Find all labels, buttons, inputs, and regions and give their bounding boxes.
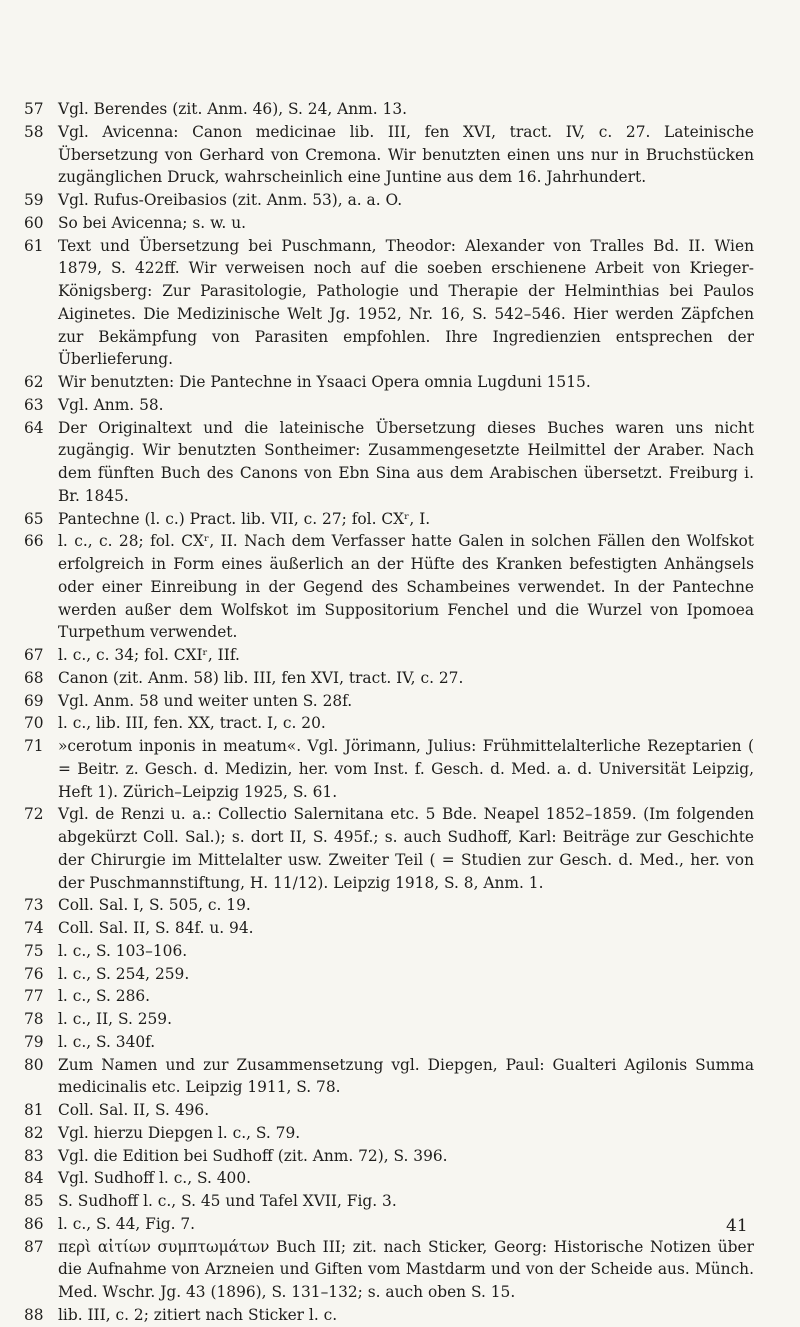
endnote-number: 64 bbox=[24, 418, 44, 437]
endnote-text: Der Originaltext und die lateinische Übersetzung dieses Buches waren uns nicht zugängig. Wir benutzten Sontheimer: Zusammengesetzte Heilmittel der Araber. Nach dem fünften Buch des Canons von Ebn Sina aus dem Arabischen übersetzt. Freiburg i. Br. 1845. bbox=[58, 418, 754, 505]
endnote-number: 77 bbox=[24, 987, 44, 1006]
endnote-number: 87 bbox=[24, 1237, 44, 1256]
endnote-number: 59 bbox=[24, 191, 44, 209]
endnote-text: S. Sudhoff l. c., S. 45 und Tafel XVII, Fig. 3. bbox=[58, 1192, 397, 1210]
endnote-65 bbox=[24, 508, 754, 531]
endnote-text: l. c., S. 286. bbox=[58, 987, 151, 1006]
endnote-79 bbox=[24, 1031, 754, 1054]
endnote-text: Vgl. hierzu Diepgen l. c., S. 79. bbox=[58, 1123, 301, 1142]
endnote-number: 62 bbox=[24, 373, 44, 391]
endnote-number: 68 bbox=[24, 668, 44, 687]
endnote-84 bbox=[24, 1167, 754, 1190]
endnote-66 bbox=[24, 530, 754, 644]
page-number: 41 bbox=[726, 1216, 748, 1236]
endnote-88 bbox=[24, 1304, 754, 1327]
endnote-58 bbox=[24, 121, 754, 189]
endnote-number: 60 bbox=[24, 213, 44, 232]
endnote-81 bbox=[24, 1099, 754, 1122]
endnote-text: »cerotum inponis in meatum«. Vgl. Jörimann, Julius: Frühmittelalterliche Rezeptarien ( = Beitr. z. Gesch. d. Medizin, her. vom Inst. f. Gesch. d. Med. a. d. Universität Leipzig, Heft 1). Zürich–Leipzig 1925, S. 61. bbox=[58, 737, 754, 801]
endnote-text: l. c., S. 254, 259. bbox=[58, 964, 190, 983]
endnote-text: l. c., S. 103–106. bbox=[58, 941, 188, 960]
endnote-text: Vgl. Anm. 58. bbox=[58, 395, 164, 414]
endnote-57 bbox=[24, 98, 754, 121]
endnote-number: 74 bbox=[24, 919, 44, 937]
endnote-text: l. c., S. 44, Fig. 7. bbox=[58, 1214, 196, 1233]
endnote-78 bbox=[24, 1008, 754, 1031]
endnotes-list bbox=[24, 98, 754, 1327]
endnote-text: Canon (zit. Anm. 58) lib. III, fen XVI, tract. IV, c. 27. bbox=[58, 668, 464, 687]
endnote-72 bbox=[24, 803, 754, 894]
endnote-86 bbox=[24, 1213, 754, 1236]
endnote-text: l. c., c. 28; fol. CXʳ, II. Nach dem Verfasser hatte Galen in solchen Fällen den Wolfskot erfolgreich in Form eines äußerlich an der Hüfte des Kranken befestigten Anhängsels oder einer Einreibung in der Gegend des Schambeines verwendet. In der Pantechne werden außer dem Wolfskot im Suppositorium Fenchel und die Wurzel von Ipomoea Turpethum verwendet. bbox=[58, 532, 754, 642]
endnote-number: 73 bbox=[24, 896, 44, 915]
endnote-text: Vgl. Rufus-Oreibasios (zit. Anm. 53), a. a. O. bbox=[58, 191, 403, 209]
endnote-number: 66 bbox=[24, 532, 44, 551]
endnote-62 bbox=[24, 371, 754, 394]
endnote-60 bbox=[24, 212, 754, 235]
endnote-77 bbox=[24, 985, 754, 1008]
endnote-number: 69 bbox=[24, 691, 44, 710]
endnote-73 bbox=[24, 894, 754, 917]
endnote-number: 70 bbox=[24, 714, 44, 733]
endnote-text: Coll. Sal. II, S. 496. bbox=[58, 1101, 210, 1119]
endnote-text: Vgl. de Renzi u. a.: Collectio Salernitana etc. 5 Bde. Neapel 1852–1859. (Im folgenden abgekürzt Coll. Sal.); s. dort II, S. 495f.; s. auch Sudhoff, Karl: Beiträge zur Geschichte der Chirurgie im Mittelalter usw. Zweiter Teil ( = Studien zur Gesch. d. Med., her. von der Puschmannstiftung, H. 11/12). Leipzig 1918, S. 8, Anm. 1. bbox=[58, 805, 754, 892]
endnote-text: lib. III, c. 2; zitiert nach Sticker l. c. bbox=[58, 1305, 338, 1324]
endnote-69 bbox=[24, 690, 754, 713]
endnote-text: Vgl. Sudhoff l. c., S. 400. bbox=[58, 1169, 252, 1188]
endnote-61 bbox=[24, 235, 754, 372]
endnote-number: 65 bbox=[24, 509, 44, 528]
endnote-number: 63 bbox=[24, 395, 44, 414]
endnote-text: Vgl. die Edition bei Sudhoff (zit. Anm. 72), S. 396. bbox=[58, 1146, 448, 1165]
endnote-text: Vgl. Berendes (zit. Anm. 46), S. 24, Anm. 13. bbox=[58, 100, 408, 118]
endnote-text: l. c., c. 34; fol. CXIʳ, IIf. bbox=[58, 646, 240, 664]
endnote-63 bbox=[24, 394, 754, 417]
endnote-71 bbox=[24, 735, 754, 803]
endnote-87 bbox=[24, 1236, 754, 1304]
endnote-70 bbox=[24, 712, 754, 735]
endnote-text: Wir benutzten: Die Pantechne in Ysaaci Opera omnia Lugduni 1515. bbox=[58, 373, 591, 391]
endnote-80 bbox=[24, 1054, 754, 1100]
endnote-text: περὶ αἰτίων συμπτωμάτων Buch III; zit. nach Sticker, Georg: Historische Notizen über die Aufnahme von Arzneien und Giften vom Mastdarm und von der Scheide aus. Münch. Med. Wschr. Jg. 43 (1896), S. 131–132; s. auch oben S. 15. bbox=[58, 1237, 754, 1301]
endnote-text: Pantechne (l. c.) Pract. lib. VII, c. 27; fol. CXʳ, I. bbox=[58, 509, 431, 528]
endnote-59 bbox=[24, 189, 754, 212]
endnote-64 bbox=[24, 417, 754, 508]
endnote-number: 79 bbox=[24, 1032, 44, 1051]
endnote-76 bbox=[24, 963, 754, 986]
endnote-number: 75 bbox=[24, 941, 44, 960]
endnote-number: 80 bbox=[24, 1055, 44, 1074]
endnote-number: 83 bbox=[24, 1146, 44, 1165]
endnote-85 bbox=[24, 1190, 754, 1213]
endnote-number: 67 bbox=[24, 646, 44, 664]
endnote-67 bbox=[24, 644, 754, 667]
endnote-number: 57 bbox=[24, 100, 44, 118]
endnote-83 bbox=[24, 1145, 754, 1168]
endnote-text: Text und Übersetzung bei Puschmann, Theodor: Alexander von Tralles Bd. II. Wien 1879, S. 422ff. Wir verweisen noch auf die soeben erschienene Arbeit von Krieger-Königsberg: Zur Parasitologie, Pathologie und Therapie der Helminthias bei Paulos Aiginetes. Die Medizinische Welt Jg. 1952, Nr. 16, S. 542–546. Hier werden Zäpfchen zur Bekämpfung von Parasiten empfohlen. Ihre Ingredienzien entsprechen der Überlieferung. bbox=[58, 236, 754, 369]
endnote-number: 76 bbox=[24, 964, 44, 983]
endnote-number: 71 bbox=[24, 737, 44, 755]
endnote-number: 61 bbox=[24, 236, 44, 255]
endnote-number: 84 bbox=[24, 1169, 44, 1188]
endnote-75 bbox=[24, 940, 754, 963]
endnote-number: 88 bbox=[24, 1305, 44, 1324]
endnote-number: 85 bbox=[24, 1192, 44, 1210]
endnote-number: 78 bbox=[24, 1010, 44, 1028]
endnote-number: 58 bbox=[24, 122, 44, 141]
endnote-82 bbox=[24, 1122, 754, 1145]
endnote-text: Coll. Sal. I, S. 505, c. 19. bbox=[58, 896, 251, 915]
endnote-number: 82 bbox=[24, 1123, 44, 1142]
endnote-text: l. c., II, S. 259. bbox=[58, 1010, 172, 1028]
endnote-text: So bei Avicenna; s. w. u. bbox=[58, 213, 247, 232]
endnote-74 bbox=[24, 917, 754, 940]
endnote-text: l. c., S. 340f. bbox=[58, 1032, 156, 1051]
endnote-text: l. c., lib. III, fen. XX, tract. I, c. 20. bbox=[58, 714, 326, 733]
endnote-text: Coll. Sal. II, S. 84f. u. 94. bbox=[58, 919, 254, 937]
endnote-number: 81 bbox=[24, 1101, 44, 1119]
endnote-text: Zum Namen und zur Zusammensetzung vgl. Diepgen, Paul: Gualteri Agilonis Summa medicinalis etc. Leipzig 1911, S. 78. bbox=[58, 1055, 754, 1097]
endnote-number: 72 bbox=[24, 805, 44, 824]
endnote-number: 86 bbox=[24, 1214, 44, 1233]
endnote-text: Vgl. Avicenna: Canon medicinae lib. III, fen XVI, tract. IV, c. 27. Lateinische Übersetzung von Gerhard von Cremona. Wir benutzten einen uns nur in Bruchstücken zugänglichen Druck, wahrscheinlich eine Juntine aus dem 16. Jahrhundert. bbox=[58, 122, 754, 187]
endnote-68 bbox=[24, 667, 754, 690]
endnote-text: Vgl. Anm. 58 und weiter unten S. 28f. bbox=[58, 691, 353, 710]
